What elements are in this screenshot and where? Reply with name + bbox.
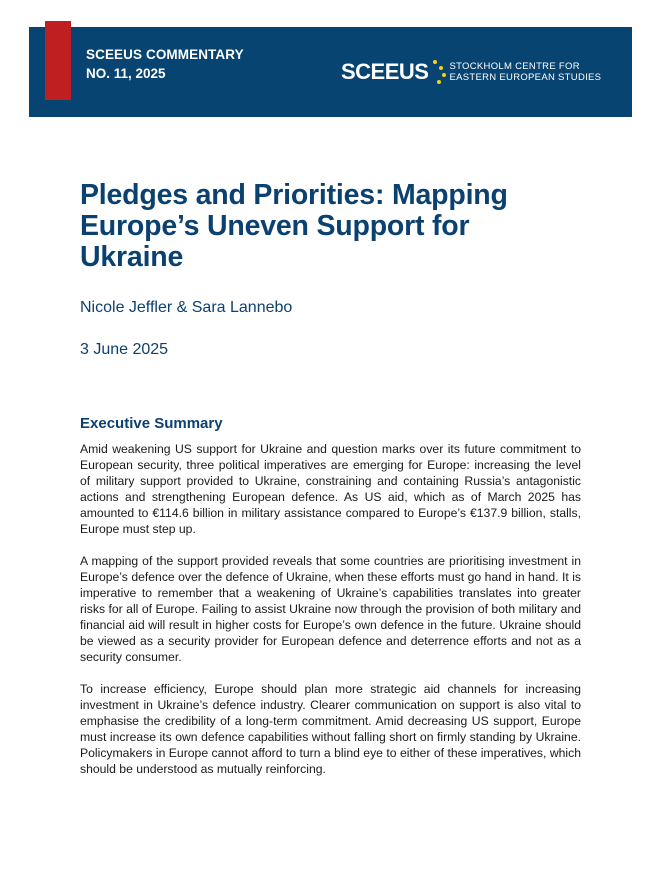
logo-subtitle-line1: STOCKHOLM CENTRE FOR: [449, 61, 580, 72]
logo-subtitle: [449, 61, 601, 83]
sceeus-logo: [341, 57, 601, 87]
summary-paragraph: Amid weakening US support for Ukraine and question marks over its future commitment to European security, three political imperatives are emerging for Europe: increasing the level of military support provided to Ukraine, constraining and containing Russia’s antagonistic actions and strengthening European defence. As US aid, which as of March 2025 has amounted to €114.6 billion in military assistance compared to Europe’s €137.9 billion, stalls, Europe must step up.: [80, 442, 581, 536]
summary-paragraph: A mapping of the support provided reveals that some countries are prioritising investment in Europe’s defence over the defence of Ukraine, when these efforts must go hand in hand. It is imperative to remember that a weakening of Ukraine’s capabilities translates into greater risks for all of Europe. Failing to assist Ukraine now through the provision of both military and financial aid will result in higher costs for Europe’s own defence in the future. Ukraine should be viewed as a security provider for European defence and deterrence efforts and not as a security consumer.: [80, 554, 581, 664]
accent-bar: [45, 21, 71, 100]
series-label: SCEEUS COMMENTARY: [86, 47, 244, 62]
executive-summary-body: [80, 441, 581, 793]
authors: Nicole Jeffler & Sara Lannebo: [80, 299, 293, 316]
publication-date: 3 June 2025: [80, 341, 169, 358]
executive-summary-heading: Executive Summary: [80, 415, 223, 432]
logo-dots-icon: [432, 59, 446, 85]
logo-wordmark: SCEEUS: [341, 59, 429, 84]
summary-paragraph: To increase efficiency, Europe should plan more strategic aid channels for increasing investment in Ukraine’s defence industry. Clearer communication on support is also vital to emphasise the credibility of a long-term commitment. Amid decreasing US support, Europe must increase its own defence capabilities without falling short on firmly standing by Ukraine. Policymakers in Europe cannot afford to turn a blind eye to either of these imperatives, which should be understood as mutually reinforcing.: [80, 682, 581, 776]
logo-subtitle-line2: EASTERN EUROPEAN STUDIES: [449, 72, 602, 83]
document-title: Pledges and Priorities: Mapping Europe’s Uneven Support for Ukraine: [80, 179, 508, 273]
issue-number: NO. 11, 2025: [86, 66, 166, 81]
